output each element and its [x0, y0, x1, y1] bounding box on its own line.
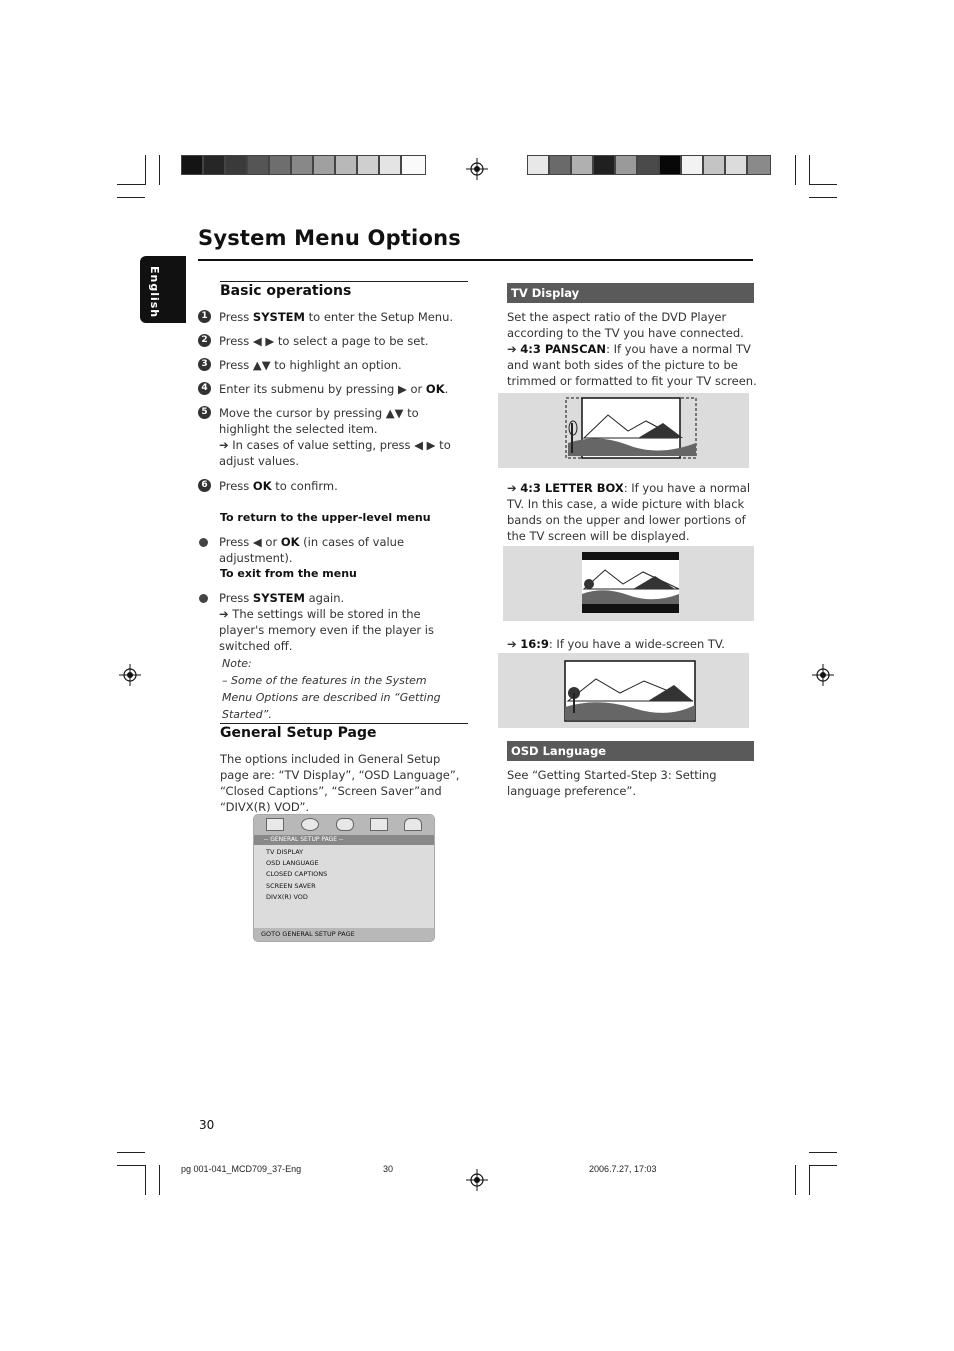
- disc-icon: [336, 818, 354, 831]
- osd-item: CLOSED CAPTIONS: [266, 870, 328, 878]
- step-1: 1 Press SYSTEM to enter the Setup Menu.: [198, 309, 468, 325]
- note-label: Note:: [222, 657, 252, 670]
- return-instruction: Press ◀ or OK (in cases of value adjustment).: [198, 534, 468, 550]
- general-setup-heading: General Setup Page: [220, 725, 377, 741]
- crop-mark: [809, 155, 810, 185]
- bullet-icon: [199, 594, 208, 603]
- widescreen-illustration: [498, 653, 749, 728]
- language-tab: [140, 256, 186, 323]
- letterbox-text: ➔ 4:3 LETTER BOX: If you have a normal TV. In this case, a wide picture with black bands on the upper and lower portions of the TV screen will be displayed.: [507, 481, 751, 543]
- osd-item: TV DISPLAY: [266, 848, 304, 856]
- registration-mark-icon: [812, 664, 834, 686]
- page-number: 30: [199, 1118, 215, 1132]
- crop-mark: [809, 1165, 837, 1166]
- osd-header: -- GENERAL SETUP PAGE --: [254, 835, 434, 845]
- osd-language-bar: OSD Language: [507, 741, 754, 761]
- language-tab-label: English: [148, 266, 161, 319]
- step-number: 3: [198, 358, 211, 371]
- bullet-icon: [199, 538, 208, 547]
- step-3: 3 Press ▲▼ to highlight an option.: [198, 357, 468, 373]
- exit-heading: To exit from the menu: [220, 567, 357, 580]
- basic-operations-heading: Basic operations: [220, 283, 352, 299]
- title-rule: [198, 259, 753, 261]
- crop-mark: [117, 1165, 145, 1166]
- registration-mark-icon: [466, 158, 488, 180]
- section-rule: [220, 281, 468, 282]
- step-number: 5: [198, 406, 211, 419]
- crop-mark: [117, 184, 145, 185]
- osd-item: OSD LANGUAGE: [266, 859, 319, 867]
- crop-mark: [809, 184, 837, 185]
- footer-date: 2006.7.27, 17:03: [589, 1164, 657, 1174]
- tv-display-intro: Set the aspect ratio of the DVD Player according to the TV you have connected. ➔ 4:3 PANSCAN: If you have a normal TV and want both sides of the picture to be trimmed or formatted to fit your TV screen.: [507, 310, 757, 388]
- widescreen-text: ➔ 16:9: If you have a wide-screen TV.: [507, 637, 725, 651]
- osd-footer: GOTO GENERAL SETUP PAGE: [254, 928, 434, 941]
- step-number: 1: [198, 310, 211, 323]
- letterbox-illustration: [503, 546, 754, 621]
- footer-file: pg 001-041_MCD709_37-Eng: [181, 1164, 302, 1174]
- crop-mark: [795, 155, 796, 185]
- step-number: 2: [198, 334, 211, 347]
- panscan-illustration: [498, 393, 749, 468]
- registration-mark-icon: [119, 664, 141, 686]
- crop-mark: [145, 1165, 146, 1195]
- general-setup-text: The options included in General Setup page are: “TV Display”, “OSD Language”, “Closed Captions”, “Screen Saver”and “DIVX(R) VOD”.: [220, 752, 460, 814]
- note-block: [222, 655, 457, 723]
- footer-page: 30: [383, 1164, 394, 1174]
- crop-mark: [159, 155, 160, 185]
- osd-item: DIVX(R) VOD: [266, 893, 308, 901]
- note-text: – Some of the features in the System Menu Options are described in “Getting Started”.: [222, 674, 441, 721]
- osd-item: SCREEN SAVER: [266, 882, 316, 890]
- crop-mark: [117, 1152, 145, 1153]
- crop-mark: [145, 155, 146, 185]
- preference-icon: [370, 818, 388, 831]
- crop-mark: [809, 197, 837, 198]
- crop-mark: [117, 197, 145, 198]
- general-setup-icon: [266, 818, 284, 831]
- osd-icon-bar: [254, 815, 434, 835]
- lock-icon: [404, 818, 422, 831]
- step-number: 4: [198, 382, 211, 395]
- exit-instruction: Press SYSTEM again. ➔ The settings will be stored in the player's memory even if the player is switched off.: [198, 590, 468, 640]
- speaker-icon: [301, 818, 319, 831]
- step-6: 6 Press OK to confirm.: [198, 478, 468, 494]
- crop-mark: [809, 1165, 810, 1195]
- crop-mark: [809, 1152, 837, 1153]
- osd-language-text: See “Getting Started-Step 3: Setting language preference”.: [507, 768, 717, 798]
- crop-mark: [159, 1165, 160, 1195]
- step-5: 5 Move the cursor by pressing ▲▼ to highlight the selected item. ➔ In cases of value setting, press ◀ ▶ to adjust values.: [198, 405, 468, 471]
- general-setup-osd-screen: [253, 814, 435, 942]
- step-2: 2 Press ◀ ▶ to select a page to be set.: [198, 333, 468, 349]
- section-rule: [220, 723, 468, 724]
- registration-mark-icon: [466, 1169, 488, 1191]
- step-4: 4 Enter its submenu by pressing ▶ or OK.: [198, 381, 468, 397]
- step-number: 6: [198, 479, 211, 492]
- page-title: System Menu Options: [198, 226, 461, 250]
- tv-display-bar: TV Display: [507, 283, 754, 303]
- return-heading: To return to the upper-level menu: [220, 511, 431, 524]
- crop-mark: [795, 1165, 796, 1195]
